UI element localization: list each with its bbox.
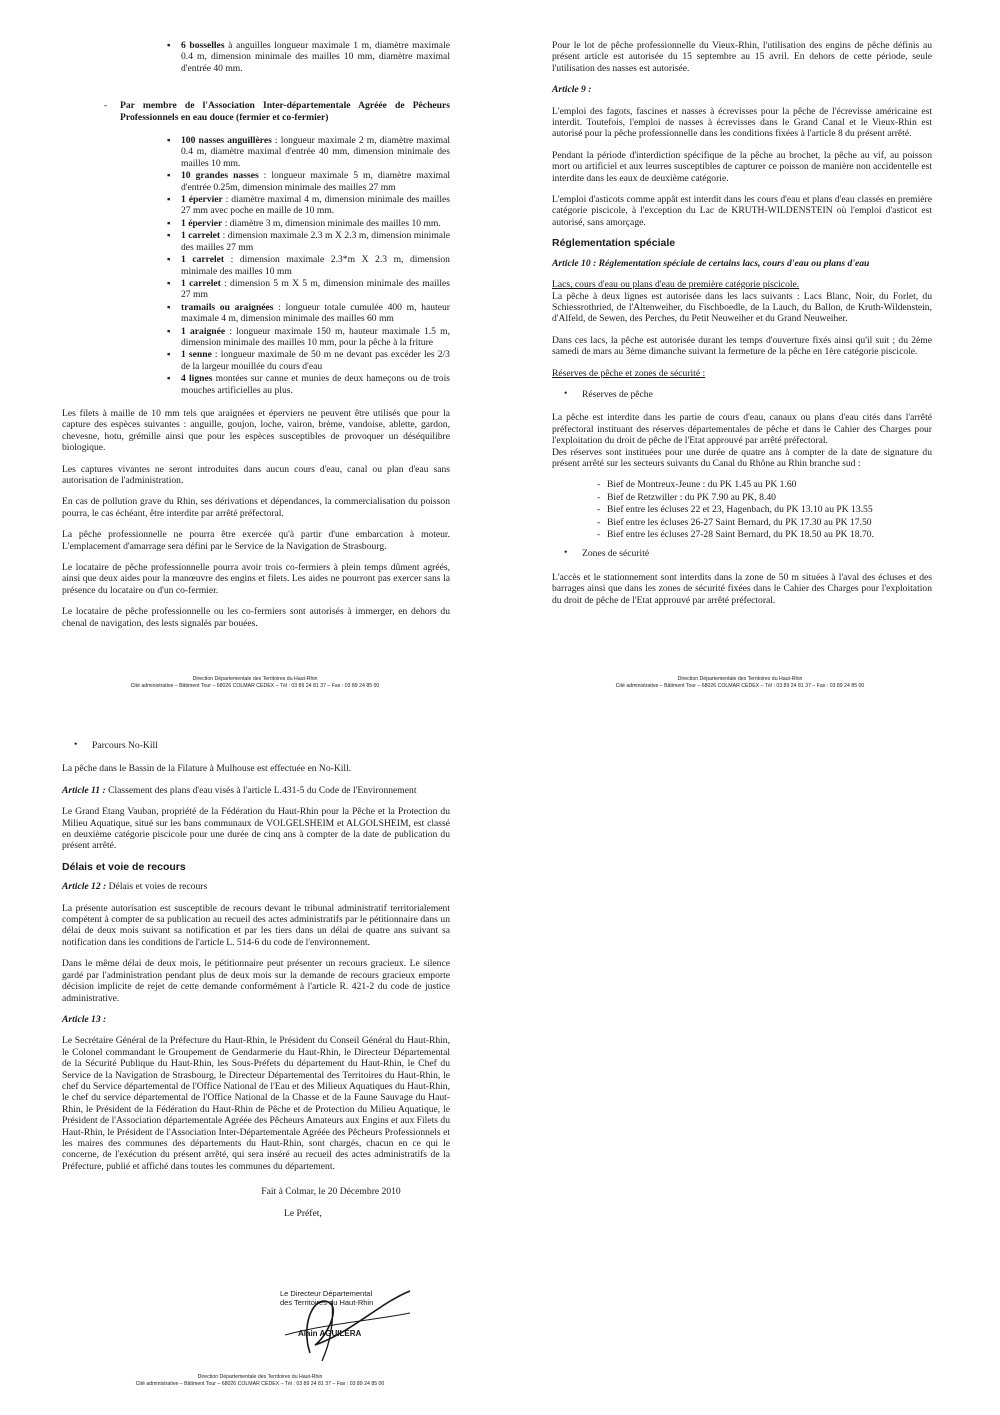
article-11: Article 11 : Classement des plans d'eau visés à l'article L.431-5 du Code de l'Environnement [62, 784, 417, 796]
paragraph: Le Secrétaire Général de la Préfecture du Haut-Rhin, le Président du Conseil Général du Haut-Rhin, le Colonel commandant le Groupement de Gendarmerie du Haut-Rhin, le Directeur Départemental de la Sécurité Publique du Haut-Rhin, les Sous-Préfets du département du Haut-Rhin, le Chef du Service de la Navigation de Strasbourg, le Directeur Départemental des Territoires du Haut-Rhin, le chef du Service départemental de l'Office National de l'Eau et des Milieux Aquatiques du Haut-Rhin, le chef du service départemental de l'Office National de la Chasse et de la Faune Sauvage du Haut-Rhin, le Président de la Fédération du Haut-Rhin de Pêche et de Protection du Milieu Aquatique, le Président de l'Association départementale Agréée des Pêcheurs Amateurs aux Engins et aux Filets du Haut-Rhin, le Président de l'Association Inter-Départementale Agréée des Pêcheurs Professionnels et les maires des communes des départements du Haut-Rhin, sont chargés, chacun en ce qui le concerne, de l'exécution du présent arrêté, qui sera inséré au recueil des actes administratifs de la Préfecture, publié et affiché dans toutes les communes du département. [62, 1035, 450, 1172]
article-10-title: Article 10 : Réglementation spéciale de certains lacs, cours d'eau ou plans d'eau [552, 257, 870, 269]
top-right-footer: Direction Départementale des Territoires du Haut-Rhin Cité administrative – Bâtiment Tour – 68026 COLMAR CEDEX – Tél : 03 89 24 81 37 – Fax : 03 89 24 85 00 [615, 676, 865, 689]
article-9-title: Article 9 : [552, 84, 592, 96]
list-item: ▪ 1 carrelet : dimension 5 m X 5 m, dimension minimale des mailles 27 mm [167, 278, 450, 301]
prefet-line: Le Préfet, [284, 1207, 322, 1219]
paragraph: Le Grand Etang Vauban, propriété de la Fédération du Haut-Rhin pour la Pêche et la Protection du Milieu Aquatique, situé sur les bans communaux de VOLGELSHEIM et ALGOLSHEIM, est classé en deuxième catégorie piscicole pour une durée de cinq ans à compter de la date de publication du présent arrêté. [62, 806, 450, 852]
paragraph: Dans le même délai de deux mois, le pétitionnaire peut présenter un recours gracieux. Le silence gardé par l'administration pendant plus de deux mois sur la demande de recours gracieux emporte décision implicite de rejet de cette demande conformément à l'article R. 421-2 du code de justice administrative. [62, 958, 450, 1004]
paragraph: Le locataire de pêche professionnelle pourra avoir trois co-fermiers à plein temps dûment agréés, ainsi que deux aides pour la manœuvre des engins et filets. Les aides ne pourront pas exercer sans la présence du locataire ou d'un co-fermier. [62, 562, 450, 596]
paragraph: La présente autorisation est susceptible de recours devant le tribunal administratif territorialement compétent à compter de sa publication au recueil des actes administratifs par le pétitionnaire dans un délai de deux mois suivant sa notification et par les tiers dans un délai de quatre ans suivant sa notification dans les conditions de l'article L. 514-6 du code de l'environnement. [62, 902, 450, 948]
paragraph: L'emploi des fagots, fascines et nasses à écrevisses pour la pêche de l'écrevisse américaine est interdit. Toutefois, l'emploi de nasses à écrevisses dans le Grand Canal et le Vieux-Rhin est autorisé pour la pêche professionnelle dans les conditions fixées à l'article 8 du présent arrêté. [552, 105, 932, 140]
member-heading: - Par membre de l'Association Inter-départementale Agréée de Pêcheurs Professionnels en eau douce (fermier et co-fermier) [104, 100, 450, 123]
section-heading: Délais et voie de recours [62, 860, 186, 873]
lakes-block [552, 279, 932, 325]
paragraph: La pêche est interdite dans les partie de cours d'eau, canaux ou plans d'eau cités dans l'arrêté préfectoral instituant des réserves départementales de pêche et dans le Cahier des Charges pour l'exploitation du droit de pêche de l'Etat approuvé par arrêté préfectoral. [552, 412, 932, 447]
article-12: Article 12 : Délais et voies de recours [62, 881, 208, 893]
paragraph: La pêche dans le Bassin de la Filature à Mulhouse est effectuée en No-Kill. [62, 763, 352, 775]
article-13-title: Article 13 : [62, 1013, 107, 1025]
list-item: ▪ 1 araignée : longueur maximale 150 m, hauteur maximale 1.5 m, dimension minimale des mailles 10 mm, pour la pêche à la friture [167, 326, 450, 349]
biefs-list [597, 479, 932, 540]
lakes-subtitle: Lacs, cours d'eau ou plans d'eau de première catégorie piscicole. [552, 279, 800, 291]
bottom-left-column [62, 740, 450, 1219]
list-item: - Bief entre les écluses 27-28 Saint Bernard, du PK 18.50 au PK 18.70. [597, 529, 932, 540]
list-item: - Bief de Retzwiller : du PK 7.90 au PK, 8.40 [597, 492, 932, 503]
paragraph: L'emploi d'asticots comme appât est interdit dans les cours d'eau et plans d'eau classés en première catégorie piscicole, à l'exception du Lac de KRUTH-WILDENSTEIN où l'emploi d'asticot est autorisé, sans amorçage. [552, 194, 932, 228]
top-left-footer: Direction Départementale des Territoires du Haut-Rhin Cité administrative – Bâtiment Tour – 68026 COLMAR CEDEX – Tél : 03 89 24 81 37 – Fax : 03 89 24 85 00 [130, 676, 380, 689]
paragraph: La pêche professionnelle ne pourra être exercée qu'à partir d'une embarcation à moteur. L'emplacement d'amarrage sera défini par le Service de la Navigation de Strasbourg. [62, 529, 450, 552]
paragraph: Dans ces lacs, la pêche est autorisée durant les temps d'ouverture fixés ainsi qu'il suit ; du 2ème samedi de mars au 3ème dimanche suivant la fermeture de la pêche en 1ère catégorie piscicole. [552, 334, 932, 358]
list-item: ▪ 100 nasses anguillères : longueur maximale 2 m, diamètre maximal 0.4 m, diamètre maximal d'entrée 40 mm, dimension minimale des mailles 10 mm. [167, 135, 450, 169]
list-item: ▪ 10 grandes nasses : longueur maximale 5 m, diamètre maximal d'entrée 0.25m, dimension minimale des mailles 27 mm [167, 170, 450, 193]
paragraph: Les captures vivantes ne seront introduites dans aucun cours d'eau, canal ou plan d'eau sans autorisation de l'administration. [62, 463, 450, 486]
list-item: ▪ 1 épervier : diamètre maximal 4 m, dimension minimale des mailles 27 mm avec poche en maille de 10 mm. [167, 194, 450, 217]
paragraph: En cas de pollution grave du Rhin, ses dérivations et dépendances, la commercialisation du poisson pourra, le cas échéant, être interdite par arrêté préfectoral. [62, 496, 450, 519]
signature-block [270, 1283, 440, 1363]
signatory-name: Alain AGUILERA [298, 1329, 362, 1338]
bottom-left-footer: Direction Départementale des Territoires du Haut-Rhin Cité administrative – Bâtiment Tour – 68026 COLMAR CEDEX – Tél : 03 89 24 81 37 – Fax : 03 89 24 85 00 [135, 1374, 385, 1387]
equipment-list [167, 135, 450, 396]
list-item: - Bief entre les écluses 26-27 Saint Bernard, du PK 17.30 au PK 17.50 [597, 517, 932, 528]
list-item: ▪ 4 lignes montées sur canne et munies de deux hameçons ou de trois mouches artificielles au plus. [167, 373, 450, 396]
list-item: ▪ tramails ou araignées : longueur totale cumulée 400 m, hauteur maximale 4 m, dimension minimale des mailles 60 mm [167, 302, 450, 325]
list-item: ▪ 1 senne : longueur maximale de 50 m ne devant pas excéder les 2/3 de la largeur mouillée du cours d'eau [167, 349, 450, 372]
fait-line: Fait à Colmar, le 20 Décembre 2010 [261, 1186, 401, 1198]
paragraph: Les filets à maille de 10 mm tels que araignées et éperviers ne peuvent être utilisés que pour la capture des espèces suivantes : anguille, goujon, loche, vairon, brème, vandoise, ablette, gardon, chevesne, hotu, grémille ainsi que pour les espèces susceptibles de provoquer un déséquilibre biologique. [62, 407, 450, 454]
list-item: ▪ 1 carrelet : dimension maximale 2.3 m X 2.3 m, dimension minimale des mailles 27 mm [167, 230, 450, 253]
paragraph: Pendant la période d'interdiction spécifique de la pêche au brochet, la pêche au vif, au poisson mort ou artificiel et aux leurres susceptibles de capturer ce poisson de manière non accidentelle est interdite dans les eaux de deuxième catégorie. [552, 149, 932, 184]
list-item: - Bief de Montreux-Jeune : du PK 1.45 au PK 1.60 [597, 479, 932, 490]
list-item: ▪ 1 carrelet : dimension maximale 2.3*m X 2.3 m, dimension minimale des mailles 10 mm [167, 254, 450, 277]
zones-bullet: • Zones de sécurité [564, 548, 932, 559]
paragraph: Des réserves sont instituées pour une durée de quatre ans à compter de la date de signature du présent arrêté sur les secteurs suivants du Canal du Rhône au Rhin branche sud : [552, 446, 932, 469]
nokill-bullet: • Parcours No-Kill [74, 740, 450, 751]
section-heading: Réglementation spéciale [552, 237, 676, 250]
top-left-column [62, 40, 450, 639]
list-item: ▪ 6 bosselles à anguilles longueur maximale 1 m, diamètre maximale 0.4 m, dimension minimale des mailles 10 mm, diamètre maximal d'entrée 40 mm. [167, 40, 450, 74]
signatory-title: Le Directeur Départemental des Territoires du Haut-Rhin [280, 1289, 374, 1307]
paragraph: La pêche à deux lignes est autorisée dans les lacs suivants : Lacs Blanc, Noir, du Forlet, du Schiessrothried, de l'Altenweiher, du Fischboedle, de la Lauch, du Ballon, de Kruth-Wildenstein, d'Alfeld, de Sewen, des Perches, du Petit Neuweiher et du Grand Neuweiher. [552, 290, 932, 325]
top-right-column [552, 40, 932, 616]
paragraph: Pour le lot de pêche professionnelle du Vieux-Rhin, l'utilisation des engins de pêche définis au présent article est autorisée du 15 septembre au 15 avril. En dehors de cette période, seule l'utilisation des nasses est autorisée. [552, 40, 932, 74]
dash-marker: - [104, 100, 108, 112]
reserves-subtitle: Réserves de pêche et zones de sécurité : [552, 367, 706, 379]
paragraph: L'accès et le stationnement sont interdits dans la zone de 50 m situées à l'aval des écluses et des barrages ainsi que dans les zones de sécurité fixées dans le Cahier des Charges pour l'exploitation du droit de pêche de l'Etat approuvé par arrêté préfectoral. [552, 571, 932, 606]
list-item: - Bief entre les écluses 22 et 23, Hagenbach, du PK 13.10 au PK 13.55 [597, 504, 932, 515]
reserves-bullet: • Réserves de pêche [564, 389, 932, 400]
list-item: ▪ 1 épervier : diamètre 3 m, dimension minimale des mailles 10 mm. [167, 218, 450, 229]
first-items-list [167, 40, 450, 74]
paragraph: Le locataire de pêche professionnelle ou les co-fermiers sont autorisés à immerger, en dehors du chenal de navigation, des lests signalés par bouées. [62, 606, 450, 629]
